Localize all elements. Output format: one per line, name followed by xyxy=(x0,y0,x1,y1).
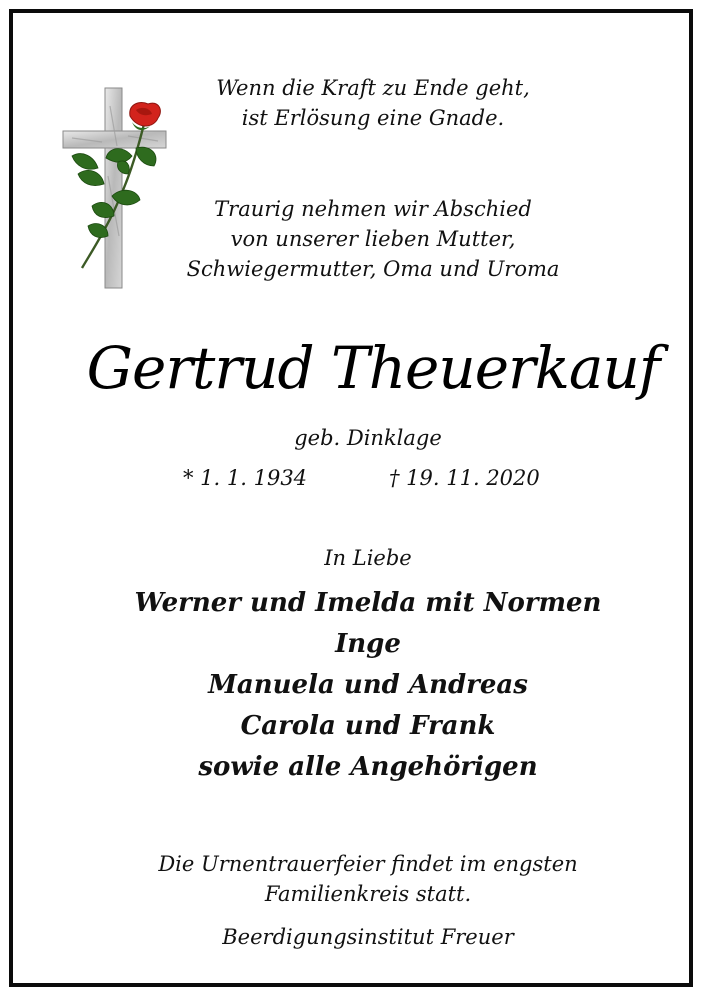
verse-line: Wenn die Kraft zu Ende geht, xyxy=(216,76,530,100)
maiden-name: geb. Dinklage xyxy=(294,426,442,450)
mourner-name: sowie alle Angehörigen xyxy=(198,752,538,782)
mourner-name: Werner und Imelda mit Normen xyxy=(134,588,602,618)
birth-date: * 1. 1. 1934 xyxy=(183,466,308,490)
undertaker: Beerdigungsinstitut Freuer xyxy=(222,925,514,949)
verse xyxy=(173,73,573,133)
verse-line: ist Erlösung eine Gnade. xyxy=(241,106,505,130)
mourners-list xyxy=(73,583,663,788)
mourner-name: Manuela und Andreas xyxy=(208,670,528,700)
ceremony-line: Familienkreis statt. xyxy=(264,882,472,906)
cross-with-rose-icon xyxy=(62,86,170,296)
ceremony-notice xyxy=(73,849,663,909)
farewell-intro xyxy=(173,194,573,284)
mourners-intro: In Liebe xyxy=(324,546,412,570)
mourner-name: Carola und Frank xyxy=(240,711,496,741)
death-date: † 19. 11. 2020 xyxy=(389,466,540,490)
intro-line: Schwiegermutter, Oma und Uroma xyxy=(186,257,560,281)
ceremony-line: Die Urnentrauerfeier findet im engsten xyxy=(158,852,578,876)
mourner-name: Inge xyxy=(335,629,401,659)
intro-line: Traurig nehmen wir Abschied xyxy=(214,197,532,221)
intro-line: von unserer lieben Mutter, xyxy=(230,227,516,251)
obituary-card xyxy=(9,9,693,987)
deceased-name: Gertrud Theuerkauf xyxy=(86,334,660,402)
